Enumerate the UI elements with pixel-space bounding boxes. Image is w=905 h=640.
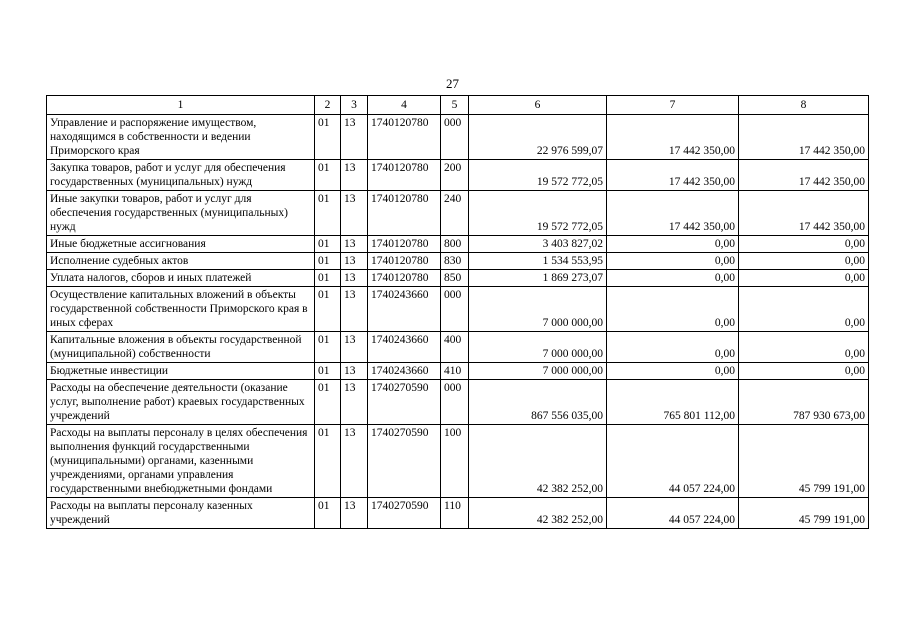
table-row [47, 380, 869, 425]
subsection-code: 13 [341, 332, 368, 363]
expense-type-code: 110 [441, 498, 469, 529]
target-article-code: 1740243660 [368, 287, 441, 332]
column-header: 1 [47, 96, 315, 115]
table-row [47, 425, 869, 498]
expense-type-code: 410 [441, 363, 469, 380]
row-name: Иные закупки товаров, работ и услуг для обеспечения государственных (муниципальных) нужд [47, 191, 315, 236]
amount-col8: 0,00 [739, 332, 869, 363]
subsection-code: 13 [341, 160, 368, 191]
amount-col6: 22 976 599,07 [469, 115, 607, 160]
expense-type-code: 000 [441, 287, 469, 332]
amount-col8: 17 442 350,00 [739, 191, 869, 236]
target-article-code: 1740270590 [368, 425, 441, 498]
amount-col6: 7 000 000,00 [469, 287, 607, 332]
amount-col8: 17 442 350,00 [739, 115, 869, 160]
target-article-code: 1740120780 [368, 253, 441, 270]
target-article-code: 1740120780 [368, 236, 441, 253]
subsection-code: 13 [341, 191, 368, 236]
amount-col6: 1 869 273,07 [469, 270, 607, 287]
row-name: Расходы на выплаты персоналу в целях обеспечения выполнения функций государственными (муниципальными) органами, казенными учреждениями, органами управления государственными внебюджетными фондами [47, 425, 315, 498]
subsection-code: 13 [341, 253, 368, 270]
column-header: 8 [739, 96, 869, 115]
column-header: 7 [607, 96, 739, 115]
expense-type-code: 830 [441, 253, 469, 270]
section-code: 01 [315, 236, 341, 253]
amount-col7: 0,00 [607, 253, 739, 270]
target-article-code: 1740120780 [368, 191, 441, 236]
section-code: 01 [315, 191, 341, 236]
subsection-code: 13 [341, 287, 368, 332]
table-row [47, 160, 869, 191]
subsection-code: 13 [341, 270, 368, 287]
section-code: 01 [315, 380, 341, 425]
section-code: 01 [315, 363, 341, 380]
column-header: 5 [441, 96, 469, 115]
target-article-code: 1740120780 [368, 270, 441, 287]
section-code: 01 [315, 287, 341, 332]
amount-col8: 0,00 [739, 287, 869, 332]
amount-col6: 19 572 772,05 [469, 160, 607, 191]
amount-col7: 0,00 [607, 332, 739, 363]
target-article-code: 1740270590 [368, 380, 441, 425]
row-name: Расходы на обеспечение деятельности (оказание услуг, выполнение работ) краевых государственных учреждений [47, 380, 315, 425]
table-row [47, 253, 869, 270]
amount-col8: 0,00 [739, 236, 869, 253]
row-name: Закупка товаров, работ и услуг для обеспечения государственных (муниципальных) нужд [47, 160, 315, 191]
column-header: 4 [368, 96, 441, 115]
amount-col7: 17 442 350,00 [607, 191, 739, 236]
expense-type-code: 000 [441, 380, 469, 425]
amount-col7: 765 801 112,00 [607, 380, 739, 425]
budget-table [46, 95, 869, 529]
column-header: 2 [315, 96, 341, 115]
section-code: 01 [315, 332, 341, 363]
amount-col8: 0,00 [739, 253, 869, 270]
target-article-code: 1740243660 [368, 363, 441, 380]
amount-col8: 45 799 191,00 [739, 425, 869, 498]
section-code: 01 [315, 498, 341, 529]
table-row [47, 270, 869, 287]
expense-type-code: 000 [441, 115, 469, 160]
row-name: Управление и распоряжение имуществом, находящимся в собственности и ведении Приморского края [47, 115, 315, 160]
amount-col8: 787 930 673,00 [739, 380, 869, 425]
amount-col6: 7 000 000,00 [469, 332, 607, 363]
amount-col6: 19 572 772,05 [469, 191, 607, 236]
amount-col7: 17 442 350,00 [607, 115, 739, 160]
table-row [47, 498, 869, 529]
amount-col8: 0,00 [739, 363, 869, 380]
subsection-code: 13 [341, 115, 368, 160]
amount-col7: 17 442 350,00 [607, 160, 739, 191]
table-row [47, 236, 869, 253]
table-row [47, 191, 869, 236]
amount-col7: 0,00 [607, 363, 739, 380]
amount-col7: 44 057 224,00 [607, 425, 739, 498]
row-name: Капитальные вложения в объекты государственной (муниципальной) собственности [47, 332, 315, 363]
expense-type-code: 800 [441, 236, 469, 253]
page-number: 27 [446, 76, 459, 91]
expense-type-code: 200 [441, 160, 469, 191]
expense-type-code: 400 [441, 332, 469, 363]
expense-type-code: 240 [441, 191, 469, 236]
row-name: Бюджетные инвестиции [47, 363, 315, 380]
section-code: 01 [315, 115, 341, 160]
amount-col8: 17 442 350,00 [739, 160, 869, 191]
table-row [47, 115, 869, 160]
amount-col6: 1 534 553,95 [469, 253, 607, 270]
column-header: 6 [469, 96, 607, 115]
amount-col8: 45 799 191,00 [739, 498, 869, 529]
subsection-code: 13 [341, 498, 368, 529]
amount-col6: 42 382 252,00 [469, 498, 607, 529]
table-row [47, 287, 869, 332]
section-code: 01 [315, 160, 341, 191]
table-row [47, 363, 869, 380]
subsection-code: 13 [341, 363, 368, 380]
row-name: Иные бюджетные ассигнования [47, 236, 315, 253]
expense-type-code: 100 [441, 425, 469, 498]
amount-col6: 7 000 000,00 [469, 363, 607, 380]
expense-type-code: 850 [441, 270, 469, 287]
amount-col6: 3 403 827,02 [469, 236, 607, 253]
target-article-code: 1740120780 [368, 115, 441, 160]
amount-col8: 0,00 [739, 270, 869, 287]
row-name: Уплата налогов, сборов и иных платежей [47, 270, 315, 287]
amount-col7: 0,00 [607, 270, 739, 287]
row-name: Расходы на выплаты персоналу казенных учреждений [47, 498, 315, 529]
row-name: Осуществление капитальных вложений в объекты государственной собственности Приморского края в иных сферах [47, 287, 315, 332]
section-code: 01 [315, 270, 341, 287]
amount-col7: 0,00 [607, 236, 739, 253]
target-article-code: 1740120780 [368, 160, 441, 191]
amount-col7: 0,00 [607, 287, 739, 332]
table-row [47, 332, 869, 363]
subsection-code: 13 [341, 425, 368, 498]
section-code: 01 [315, 253, 341, 270]
column-header: 3 [341, 96, 368, 115]
header-row [47, 96, 869, 115]
target-article-code: 1740270590 [368, 498, 441, 529]
amount-col6: 867 556 035,00 [469, 380, 607, 425]
amount-col7: 44 057 224,00 [607, 498, 739, 529]
amount-col6: 42 382 252,00 [469, 425, 607, 498]
target-article-code: 1740243660 [368, 332, 441, 363]
row-name: Исполнение судебных актов [47, 253, 315, 270]
subsection-code: 13 [341, 380, 368, 425]
section-code: 01 [315, 425, 341, 498]
subsection-code: 13 [341, 236, 368, 253]
